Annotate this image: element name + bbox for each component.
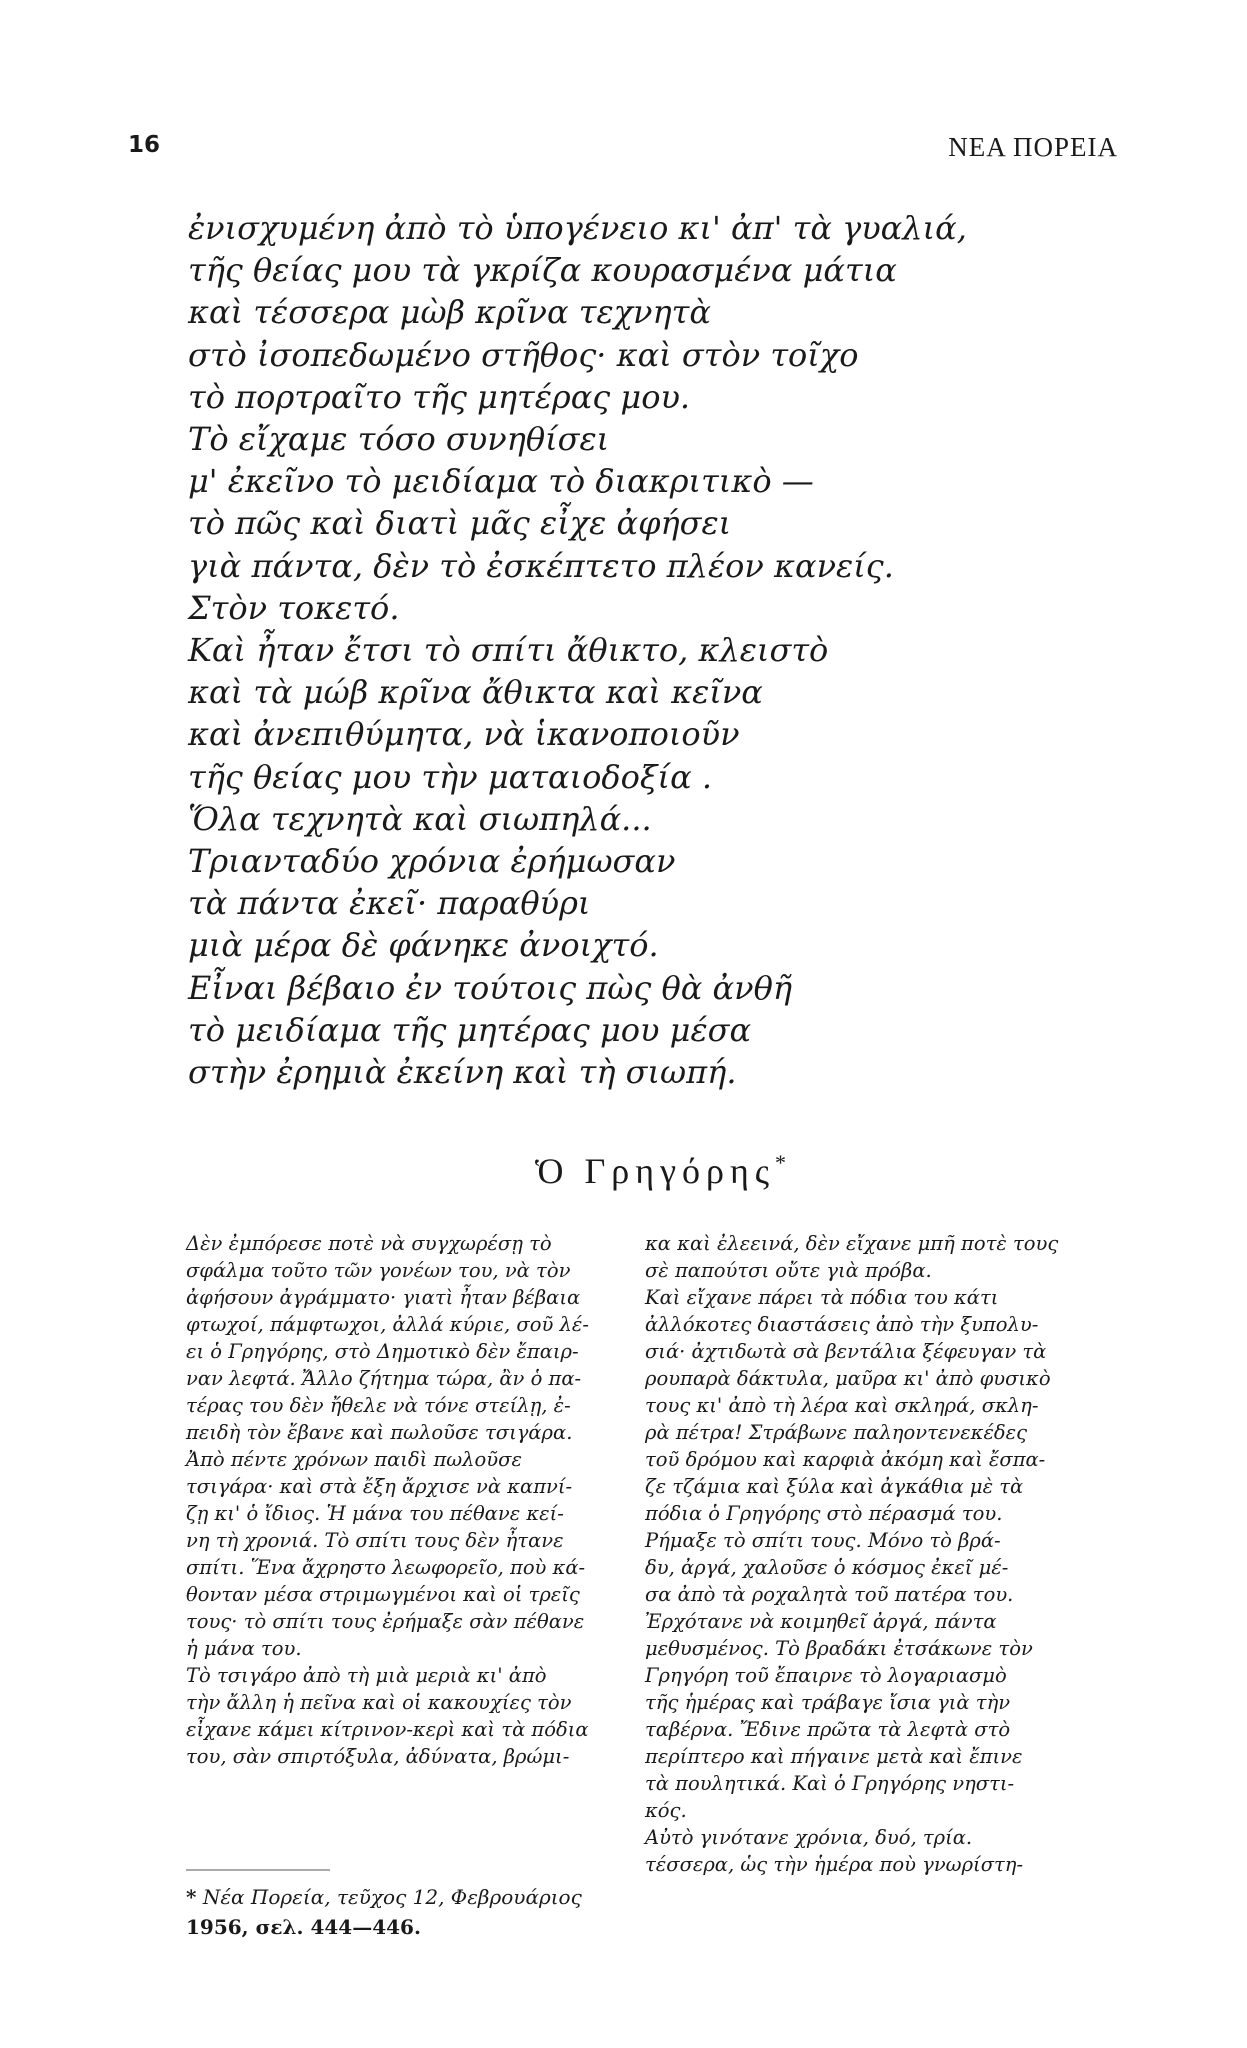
story-line: Ἀπὸ πέντε χρόνων παιδὶ πωλοῦσε — [186, 1448, 522, 1471]
story-line: τους κι' ἀπὸ τὴ λέρα καὶ σκληρά, σκλη- — [645, 1394, 1039, 1417]
story-line: σιά· ἀχτιδωτὰ σὰ βεντάλια ξέφευγαν τὰ — [645, 1340, 1047, 1363]
story-line: Ἐρχότανε νὰ κοιμηθεῖ ἀργά, πάντα — [645, 1610, 997, 1633]
story-line: κός. — [645, 1799, 687, 1822]
poem-line: ἐνισχυμένη ἀπὸ τὸ ὑπογένειο κι' ἀπ' τὰ γυαλιά, — [188, 209, 967, 247]
story-line: τους· τὸ σπίτι τους ἐρήμαξε σὰν πέθανε — [186, 1610, 585, 1633]
story-line: ζῃ κι' ὁ ἴδιος. Ἡ μάνα του πέθανε κεί- — [186, 1502, 564, 1525]
poem-line: Στὸν τοκετό. — [188, 588, 400, 627]
story-line: τοῦ δρόμου καὶ καρφιὰ ἀκόμη καὶ ἔσπα- — [645, 1448, 1046, 1471]
poem-line: Καὶ ἦταν ἔτσι τὸ σπίτι ἄθικτο, κλειστὸ — [188, 631, 829, 670]
story-line: σα ἀπὸ τὰ ροχαλητὰ τοῦ πατέρα του. — [645, 1583, 1014, 1606]
poem-line: Εἶναι βέβαιο ἐν τούτοις πὼς θὰ ἀνθῆ — [188, 968, 793, 1007]
story-line: τῆς ἡμέρας καὶ τράβαγε ἴσια γιὰ τὴν — [645, 1691, 1011, 1714]
poem-line: καὶ ἀνεπιθύμητα, νὰ ἱκανοποιοῦν — [188, 715, 740, 754]
story-line: δυ, ἀργά, χαλοῦσε ὁ κόσμος ἐκεῖ μέ- — [645, 1556, 1009, 1579]
story-line: ἡ μάνα του. — [186, 1637, 302, 1660]
story-line: ταβέρνα. Ἔδινε πρῶτα τὰ λεφτὰ στὸ — [645, 1718, 1011, 1741]
poem-line: στὴν ἐρημιὰ ἐκείνη καὶ τὴ σιωπή. — [188, 1053, 737, 1092]
story-column-left — [186, 1230, 616, 1770]
poem — [188, 207, 1148, 1093]
story-title — [535, 1150, 786, 1192]
story-line: Γρηγόρη τοῦ ἔπαιρνε τὸ λογαριασμὸ — [645, 1664, 1007, 1687]
story-line: ἀφήσουν ἀγράμματο· γιατὶ ἦταν βέβαια — [186, 1286, 581, 1309]
story-line: ναν λεφτά. Ἄλλο ζήτημα τώρα, ἂν ὁ πα- — [186, 1367, 582, 1390]
poem-line: Τὸ εἴχαμε τόσο συνηθίσει — [188, 420, 610, 459]
story-line: ζε τζάμια καὶ ξύλα καὶ ἀγκάθια μὲ τὰ — [645, 1475, 1024, 1498]
footnote-marker: * — [775, 1150, 787, 1175]
journal-title: ΝΕΑ ΠΟΡΕΙΑ — [948, 132, 1118, 162]
story-line: ἀλλόκοτες διαστάσεις ἀπὸ τὴν ξυπολυ- — [645, 1313, 1039, 1336]
story-line: νη τὴ χρονιά. Τὸ σπίτι τους δὲν ἦτανε — [186, 1529, 564, 1552]
story-line: τὰ πουλητικά. Καὶ ὁ Γρηγόρης νηστι- — [645, 1772, 1015, 1795]
story-line: τὴν ἄλλη ἡ πεῖνα καὶ οἱ κακουχίες τὸν — [186, 1691, 572, 1714]
poem-line: τὸ πῶς καὶ διατὶ μᾶς εἶχε ἀφήσει — [188, 504, 732, 543]
story-column-right — [645, 1230, 1125, 1878]
poem-line: τὸ μειδίαμα τῆς μητέρας μου μέσα — [188, 1010, 752, 1049]
story-line: τέσσερα, ὡς τὴν ἡμέρα ποὺ γνωρίστη- — [645, 1853, 1024, 1876]
poem-line: Ὅλα τεχνητὰ καὶ σιωπηλά... — [188, 799, 652, 838]
footnote-line-1 — [186, 1882, 582, 1912]
story-line: Τὸ τσιγάρο ἀπὸ τὴ μιὰ μεριὰ κι' ἀπὸ — [186, 1664, 547, 1687]
story-line: μεθυσμένος. Τὸ βραδάκι ἐτσάκωνε τὸν — [645, 1637, 1033, 1660]
story-line: Δὲν ἐμπόρεσε ποτὲ νὰ συγχωρέσῃ τὸ — [186, 1232, 552, 1255]
poem-line: γιὰ πάντα, δὲν τὸ ἐσκέπτετο πλέον κανείς. — [188, 546, 894, 585]
story-title-text: Ὁ Γρηγόρης — [535, 1151, 776, 1191]
story-line: κα καὶ ἐλεεινά, δὲν εἴχανε μπῆ ποτὲ τους — [645, 1232, 1059, 1255]
story-line: πόδια ὁ Γρηγόρης στὸ πέρασμά του. — [645, 1502, 1003, 1525]
poem-line: τῆς θείας μου τὴν ματαιοδοξία . — [188, 757, 713, 796]
poem-line: Τριανταδύο χρόνια ἐρήμωσαν — [188, 842, 676, 881]
story-line: ει ὁ Γρηγόρης, στὸ Δημοτικὸ δὲν ἔπαιρ- — [186, 1340, 579, 1363]
page-number: 16 — [128, 132, 161, 158]
poem-line: τὰ πάντα ἐκεῖ· παραθύρι — [188, 884, 591, 923]
poem-line: τὸ πορτραῖτο τῆς μητέρας μου. — [188, 377, 691, 416]
story-line: ρουπαρὰ δάκτυλα, μαῦρα κι' ἀπὸ φυσικὸ — [645, 1367, 1051, 1390]
story-line: θονταν μέσα στριμωγμένοι καὶ οἱ τρεῖς — [186, 1583, 580, 1606]
story-line: εἶχανε κάμει κίτρινον-κερὶ καὶ τὰ πόδια — [186, 1718, 589, 1741]
story-line: πειδὴ τὸν ἔβανε καὶ πωλοῦσε τσιγάρα. — [186, 1421, 573, 1444]
story-line: Καὶ εἴχανε πάρει τὰ πόδια του κάτι — [645, 1286, 999, 1309]
footnote-marker-symbol: * — [186, 1885, 197, 1909]
story-line: σὲ παπούτσι οὔτε γιὰ πρόβα. — [645, 1259, 932, 1282]
story-line: περίπτερο καὶ πήγαινε μετὰ καὶ ἔπινε — [645, 1745, 1023, 1768]
footnote-line-2: 1956, σελ. 444—446. — [186, 1915, 421, 1939]
poem-line: στὸ ἰσοπεδωμένο στῆθος· καὶ στὸν τοῖχο — [188, 335, 859, 374]
story-line: του, σὰν σπιρτόξυλα, ἀδύνατα, βρώμι- — [186, 1745, 570, 1768]
footnote — [186, 1882, 582, 1942]
poem-line: μιὰ μέρα δὲ φάνηκε ἀνοιχτό. — [188, 926, 659, 965]
story-line: ρὰ πέτρα! Στράβωνε παληοντενεκέδες — [645, 1421, 1028, 1444]
story-line: Αὐτὸ γινότανε χρόνια, δυό, τρία. — [645, 1826, 973, 1849]
poem-line: μ' ἐκεῖνο τὸ μειδίαμα τὸ διακριτικὸ — — [188, 462, 814, 501]
story-line: τέρας του δὲν ἤθελε νὰ τόνε στείλῃ, ἐ- — [186, 1394, 571, 1417]
poem-line: τῆς θείας μου τὰ γκρίζα κουρασμένα μάτια — [188, 251, 897, 290]
poem-line: καὶ τὰ μώβ κρῖνα ἄθικτα καὶ κεῖνα — [188, 673, 763, 712]
footnote-source: Νέα Πορεία, τεῦχος 12, Φεβρουάριος — [202, 1885, 582, 1909]
story-line: φτωχοί, πάμφτωχοι, ἀλλά κύριε, σοῦ λέ- — [186, 1313, 589, 1336]
poem-line: καὶ τέσσερα μὼβ κρῖνα τεχνητὰ — [188, 293, 711, 332]
story-line: τσιγάρα· καὶ στὰ ἔξη ἄρχισε νὰ καπνί- — [186, 1475, 573, 1498]
story-line: σφάλμα τοῦτο τῶν γονέων του, νὰ τὸν — [186, 1259, 571, 1282]
story-line: Ρήμαξε τὸ σπίτι τους. Μόνο τὸ βρά- — [645, 1529, 1001, 1552]
story-line: σπίτι. Ἕνα ἄχρηστο λεωφορεῖο, ποὺ κά- — [186, 1556, 586, 1579]
